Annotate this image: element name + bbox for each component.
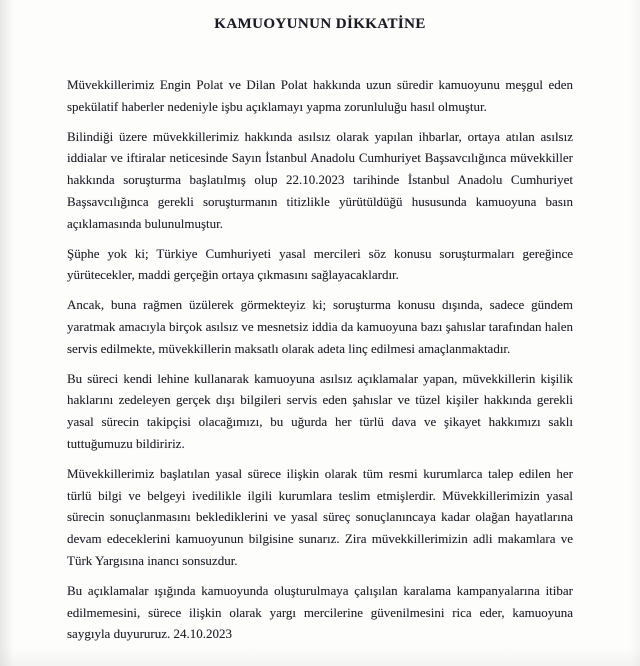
paragraph-baseless-claims: Ancak, buna rağmen üzülerek görmekteyiz ki; soruşturma konusu dışında, sadece gündem yaratmak amacıyla birçok asılsız ve mesnetsiz iddia da kamuoyuna bazı şahıslar tarafından halen servis edilmekte, müvekkillerin maksatlı olarak adeta linç edilmesi amaçlanmaktadır. (67, 297, 573, 356)
paragraph-legal-action-reserved: Bu süreci kendi lehine kullanarak kamuoyuna asılsız açıklamalar yapan, müvekkillerin kişilik haklarını zedeleyen gerçek dışı bilgileri servis eden şahıslar ve tüzel kişiler hakkında gerekli yasal sürecin takipçisi olacağımızı, bu uğurda her türlü dava ve şikayet hakkımızı saklı tuttuğumuzu bildiririz. (67, 370, 573, 451)
document-title: KAMUOYUNUN DİKKATİNE (214, 16, 426, 32)
paragraph-cooperation: Müvekkillerimiz başlatılan yasal sürece ilişkin olarak tüm resmi kurumlarca talep edilen her türlü bilgi ve belgeyi ivedilikle ilgili kurumlara teslim etmişlerdir. Müvekkillerimizin yasal sürecin sonuçlanmasını beklediklerini ve yasal süreç sonuçlanıncaya kadar olağan hayatlarına devam edeceklerini kamuoyunun bilgisine sunarız. Zira müvekkillerimizin adli makamlara ve Türk Yargısına inancı sonsuzdur. (67, 465, 573, 568)
paragraph-investigation: Bilindiği üzere müvekkillerimiz hakkında asılsız olarak yapılan ihbarlar, ortaya atılan asılsız iddialar ve iftiralar neticesinde Sayın İstanbul Anadolu Cumhuriyet Başsavcılığınca müvekkiller hakkında soruşturma başlatılmış olup 22.10.2023 tarihinde İstanbul Anadolu Cumhuriyet Başsavcılığınca gerekli soruşturmanın titizlikle yürütüldüğü hususunda kamuoyuna basın açıklamasında bulunulmuştur. (67, 128, 573, 231)
paragraph-judiciary-trust: Şüphe yok ki; Türkiye Cumhuriyeti yasal mercileri söz konusu soruşturmaları gereğince yürütecekler, maddi gerçeğin ortaya çıkmasını sağlayacaklardır. (67, 245, 573, 283)
document-body (67, 74, 573, 645)
paragraph-closing-date: Bu açıklamalar ışığında kamuoyunda oluşturulmaya çalışılan karalama kampanyalarına itibar edilmemesini, sürece ilişkin olarak yargı mercilerine güvenilmesini rica eder, kamuoyuna saygıyla duyururuz. 24.10.2023 (67, 582, 573, 642)
paragraph-intro: Müvekkillerimiz Engin Polat ve Dilan Polat hakkında uzun süredir kamuoyunu meşgul eden spekülatif haberler nedeniyle işbu açıklamayı yapma zorunluluğu hasıl olmuştur. (67, 77, 573, 114)
